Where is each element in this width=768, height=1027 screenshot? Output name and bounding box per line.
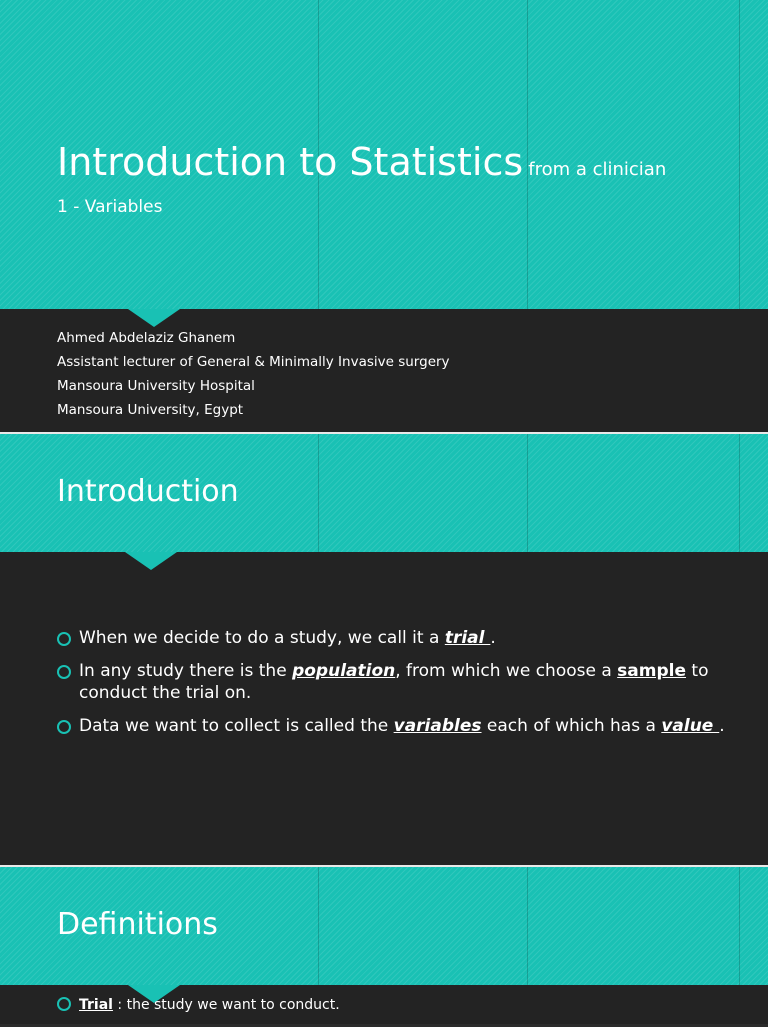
- bullet-item: [57, 627, 738, 649]
- column-line: [739, 434, 740, 552]
- bullet-item: [57, 660, 738, 704]
- column-line: [527, 867, 528, 985]
- bullet-text: [79, 994, 340, 1016]
- slide3-header: [0, 867, 768, 985]
- bullet-ring-icon: [57, 720, 71, 734]
- bullet-text-part: In any study there is the: [79, 661, 293, 681]
- bullet-item: [57, 715, 738, 737]
- bullet-text-part: , from which we choose a: [395, 661, 618, 681]
- title-row: [57, 140, 666, 184]
- column-line: [527, 434, 528, 552]
- bullet-ring-icon: [57, 632, 71, 646]
- bullet-text-part: : the study we want to conduct.: [112, 997, 340, 1013]
- slide1-body: [0, 309, 768, 432]
- header-notch: [128, 309, 180, 327]
- keyword-value: value: [661, 716, 720, 736]
- bullet-list: [57, 994, 738, 1027]
- column-line: [318, 867, 319, 985]
- column-line: [739, 867, 740, 985]
- slide2-body: [0, 552, 768, 865]
- slide1-header: [0, 0, 768, 309]
- author-position: Assistant lecturer of General & Minimally Invasive surgery: [57, 354, 450, 370]
- slide-heading: Definitions: [57, 907, 218, 942]
- bullet-text: [79, 660, 738, 704]
- keyword-trial: trial: [444, 628, 491, 648]
- bullet-text-part: each of which has a: [481, 716, 662, 736]
- bullet-text-part: to conduct the trial on.: [79, 661, 709, 703]
- bullet-ring-icon: [57, 997, 71, 1011]
- slide-title: Introduction to Statistics: [57, 140, 524, 184]
- bullet-text-part: .: [719, 716, 725, 736]
- bullet-text-part: .: [490, 628, 496, 648]
- slide3-body: [0, 985, 768, 1024]
- column-line: [318, 434, 319, 552]
- bullet-text-part: When we decide to do a study, we call it a: [79, 628, 445, 648]
- slide-heading: Introduction: [57, 474, 239, 509]
- bullet-text-part: Data we want to collect is called the: [79, 716, 394, 736]
- bullet-text: [79, 715, 725, 737]
- bullet-text: [79, 627, 496, 649]
- column-line: [739, 0, 740, 309]
- author-hospital: Mansoura University Hospital: [57, 378, 255, 394]
- slide-title-suffix: from a clinician: [528, 159, 667, 180]
- slide-subtitle: 1 - Variables: [57, 197, 163, 217]
- author-university: Mansoura University, Egypt: [57, 402, 244, 418]
- header-notch: [125, 552, 177, 570]
- keyword-population: population: [292, 661, 396, 681]
- author-name: Ahmed Abdelaziz Ghanem: [57, 330, 236, 346]
- bullet-item: [57, 994, 738, 1016]
- slide2-header: [0, 434, 768, 552]
- keyword-sample: sample: [617, 661, 687, 681]
- bullet-ring-icon: [57, 665, 71, 679]
- keyword-trial: Trial: [79, 997, 113, 1013]
- bullet-list: [57, 627, 738, 748]
- keyword-variables: variables: [393, 716, 482, 736]
